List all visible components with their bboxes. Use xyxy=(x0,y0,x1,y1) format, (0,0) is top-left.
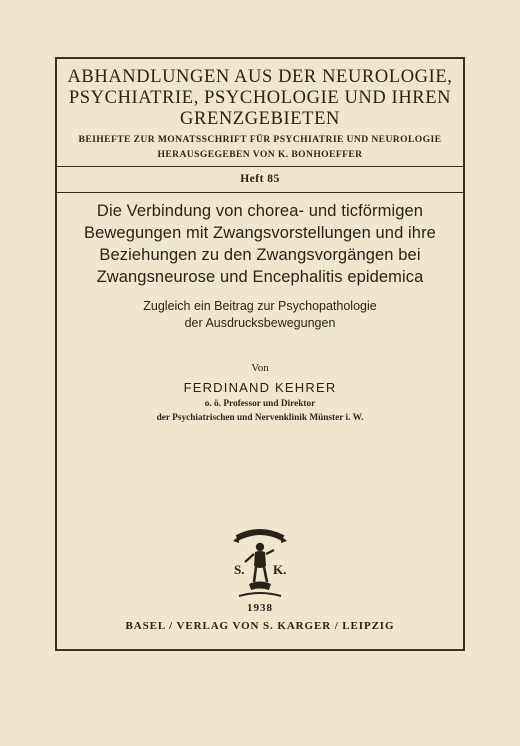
publisher-emblem-icon xyxy=(225,524,295,602)
series-subline-2: HERAUSGEGEBEN VON K. BONHOEFFER xyxy=(157,149,363,160)
issue-number: Heft 85 xyxy=(240,173,280,185)
work-subtitle-line-2: der Ausdrucksbewegungen xyxy=(184,316,336,330)
work-title-line-4: Zwangsneurose und Encephalitis epidemica xyxy=(96,268,424,286)
by-label: Von xyxy=(251,362,269,374)
series-title-line-1: ABHANDLUNGEN AUS DER NEUROLOGIE, xyxy=(67,67,453,87)
divider-rule-top xyxy=(57,166,463,167)
publisher-imprint: BASEL / VERLAG VON S. KARGER / LEIPZIG xyxy=(125,620,395,632)
series-subline-1: BEIHEFTE ZUR MONATSSCHRIFT FÜR PSYCHIATRIE UND NEUROLOGIE xyxy=(78,134,442,145)
author-name: FERDINAND KEHRER xyxy=(183,380,337,395)
svg-text:S.: S. xyxy=(234,562,245,577)
author-affiliation-line-1: o. ö. Professor und Direktor xyxy=(204,399,316,409)
page-border-frame xyxy=(55,57,465,651)
work-title-line-1: Die Verbindung von chorea- und ticförmigen xyxy=(96,202,424,220)
svg-text:K.: K. xyxy=(273,562,287,577)
work-title-line-3: Beziehungen zu den Zwangsvorgängen bei xyxy=(99,246,421,264)
series-title-line-2: PSYCHIATRIE, PSYCHOLOGIE UND IHREN xyxy=(68,88,452,108)
publication-year: 1938 xyxy=(247,602,273,614)
divider-rule-bottom xyxy=(57,192,463,193)
series-title-line-3: GRENZGEBIETEN xyxy=(180,109,340,129)
work-title-line-2: Bewegungen mit Zwangsvorstellungen und ihre xyxy=(84,224,436,242)
work-subtitle-line-1: Zugleich ein Beitrag zur Psychopathologie xyxy=(143,299,377,313)
author-affiliation-line-2: der Psychiatrischen und Nervenklinik Münster i. W. xyxy=(156,413,364,423)
